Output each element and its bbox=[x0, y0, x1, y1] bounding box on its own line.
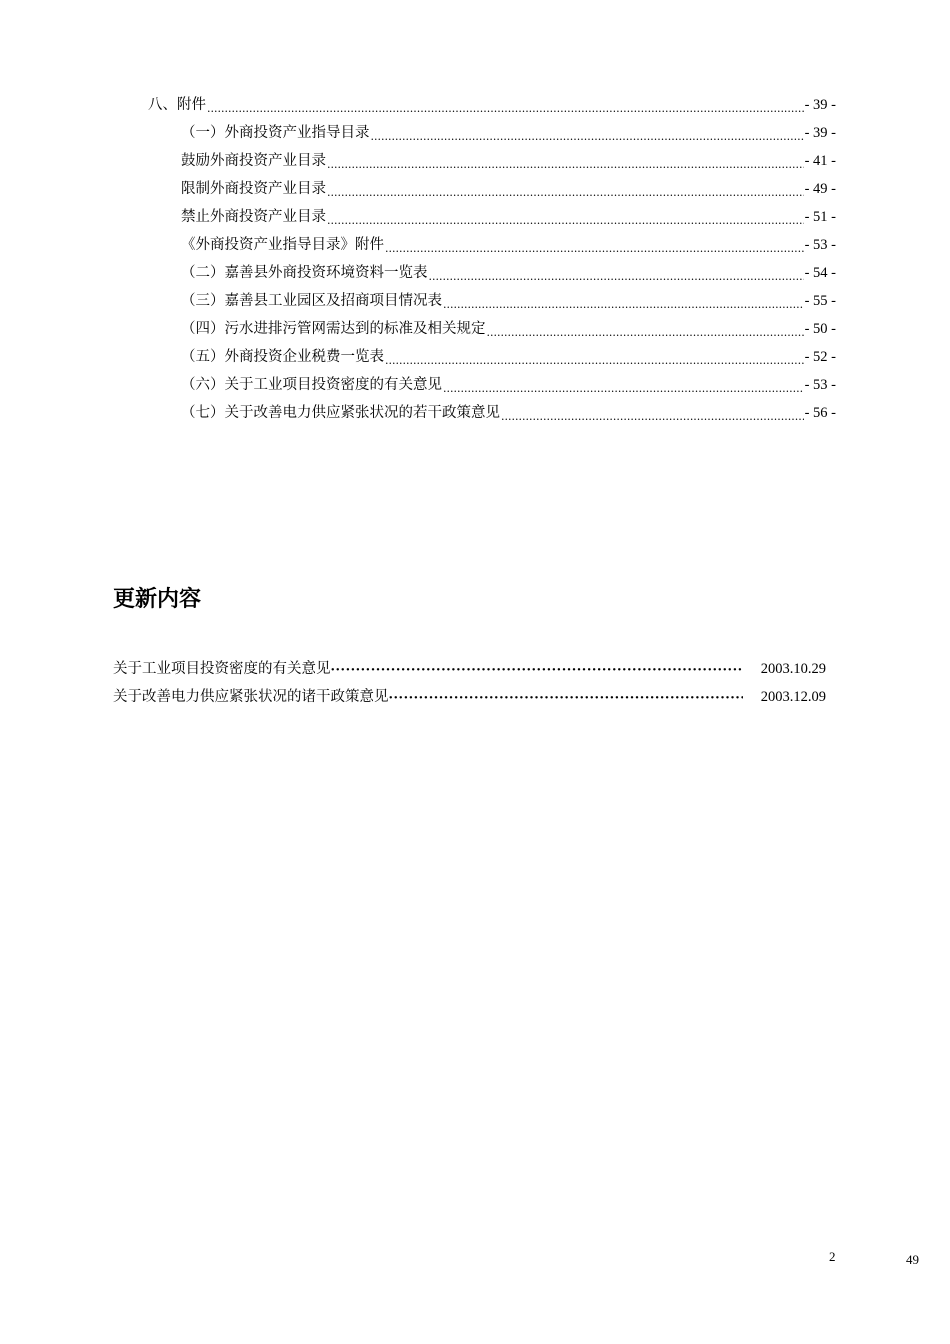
dot-leader bbox=[331, 657, 743, 681]
updates-heading: 更新内容 bbox=[113, 587, 202, 612]
update-item-label: 关于工业项目投资密度的有关意见 bbox=[113, 661, 331, 677]
toc-entry-page: - 53 - bbox=[804, 237, 836, 253]
dot-leader bbox=[385, 234, 804, 256]
toc-entry-label: （三）嘉善县工业园区及招商项目情况表 bbox=[181, 293, 442, 309]
toc-entry-page: - 52 - bbox=[804, 349, 836, 365]
dot-leader bbox=[389, 685, 743, 709]
dot-leader bbox=[327, 206, 804, 228]
dot-leader bbox=[327, 150, 804, 172]
toc-entry[interactable] bbox=[181, 178, 836, 200]
toc-entry-label: （四）污水进排污管网需达到的标准及相关规定 bbox=[181, 321, 486, 337]
update-item bbox=[113, 685, 826, 709]
toc-entry-page: - 50 - bbox=[804, 321, 836, 337]
toc-entry-label: 禁止外商投资产业目录 bbox=[181, 209, 326, 225]
toc-entry-label: （六）关于工业项目投资密度的有关意见 bbox=[181, 377, 442, 393]
toc-entry[interactable] bbox=[181, 374, 836, 396]
sheet-number: 49 bbox=[906, 1252, 919, 1267]
toc-entry-label: 鼓励外商投资产业目录 bbox=[181, 153, 326, 169]
toc-entry[interactable] bbox=[181, 234, 836, 256]
toc-entry-attachments[interactable] bbox=[148, 94, 836, 116]
toc-entry[interactable] bbox=[181, 150, 836, 172]
dot-leader bbox=[371, 122, 804, 144]
dot-leader bbox=[385, 346, 804, 368]
update-item bbox=[113, 657, 826, 681]
dot-leader bbox=[487, 318, 804, 340]
toc-entry-label: 限制外商投资产业目录 bbox=[181, 181, 326, 197]
dot-leader bbox=[429, 262, 804, 284]
toc-entry[interactable] bbox=[181, 122, 836, 144]
toc-entry[interactable] bbox=[181, 206, 836, 228]
page-number: 2 bbox=[829, 1249, 836, 1264]
toc-entry-page: - 51 - bbox=[804, 209, 836, 225]
toc-entry-label: （二）嘉善县外商投资环境资料一览表 bbox=[181, 265, 428, 281]
dot-leader bbox=[443, 290, 804, 312]
toc-entry-page: - 54 - bbox=[804, 265, 836, 281]
toc-entry-page: - 39 - bbox=[804, 125, 836, 141]
toc-entry-page: - 53 - bbox=[804, 377, 836, 393]
toc-entry-label: 八、附件 bbox=[148, 97, 206, 113]
dot-leader bbox=[327, 178, 804, 200]
toc-entry[interactable] bbox=[181, 290, 836, 312]
toc-entry-label: （七）关于改善电力供应紧张状况的若干政策意见 bbox=[181, 405, 500, 421]
update-item-label: 关于改善电力供应紧张状况的诸干政策意见 bbox=[113, 689, 389, 705]
dot-leader bbox=[443, 374, 804, 396]
dot-leader bbox=[501, 402, 804, 424]
dot-leader bbox=[207, 94, 804, 116]
toc-entry[interactable] bbox=[181, 318, 836, 340]
toc-entry-page: - 39 - bbox=[804, 97, 836, 113]
update-item-date: 2003.10.29 bbox=[760, 661, 826, 677]
toc-entry-page: - 55 - bbox=[804, 293, 836, 309]
toc-entry-page: - 41 - bbox=[804, 153, 836, 169]
toc-entry-label: （一）外商投资产业指导目录 bbox=[181, 125, 370, 141]
toc-entry[interactable] bbox=[181, 402, 836, 424]
toc-entry[interactable] bbox=[181, 346, 836, 368]
update-item-date: 2003.12.09 bbox=[760, 689, 826, 705]
toc-entry-label: 《外商投资产业指导目录》附件 bbox=[181, 237, 384, 253]
toc-entry-page: - 56 - bbox=[804, 405, 836, 421]
toc-entry-page: - 49 - bbox=[804, 181, 836, 197]
toc-entry-label: （五）外商投资企业税费一览表 bbox=[181, 349, 384, 365]
toc-entry[interactable] bbox=[181, 262, 836, 284]
